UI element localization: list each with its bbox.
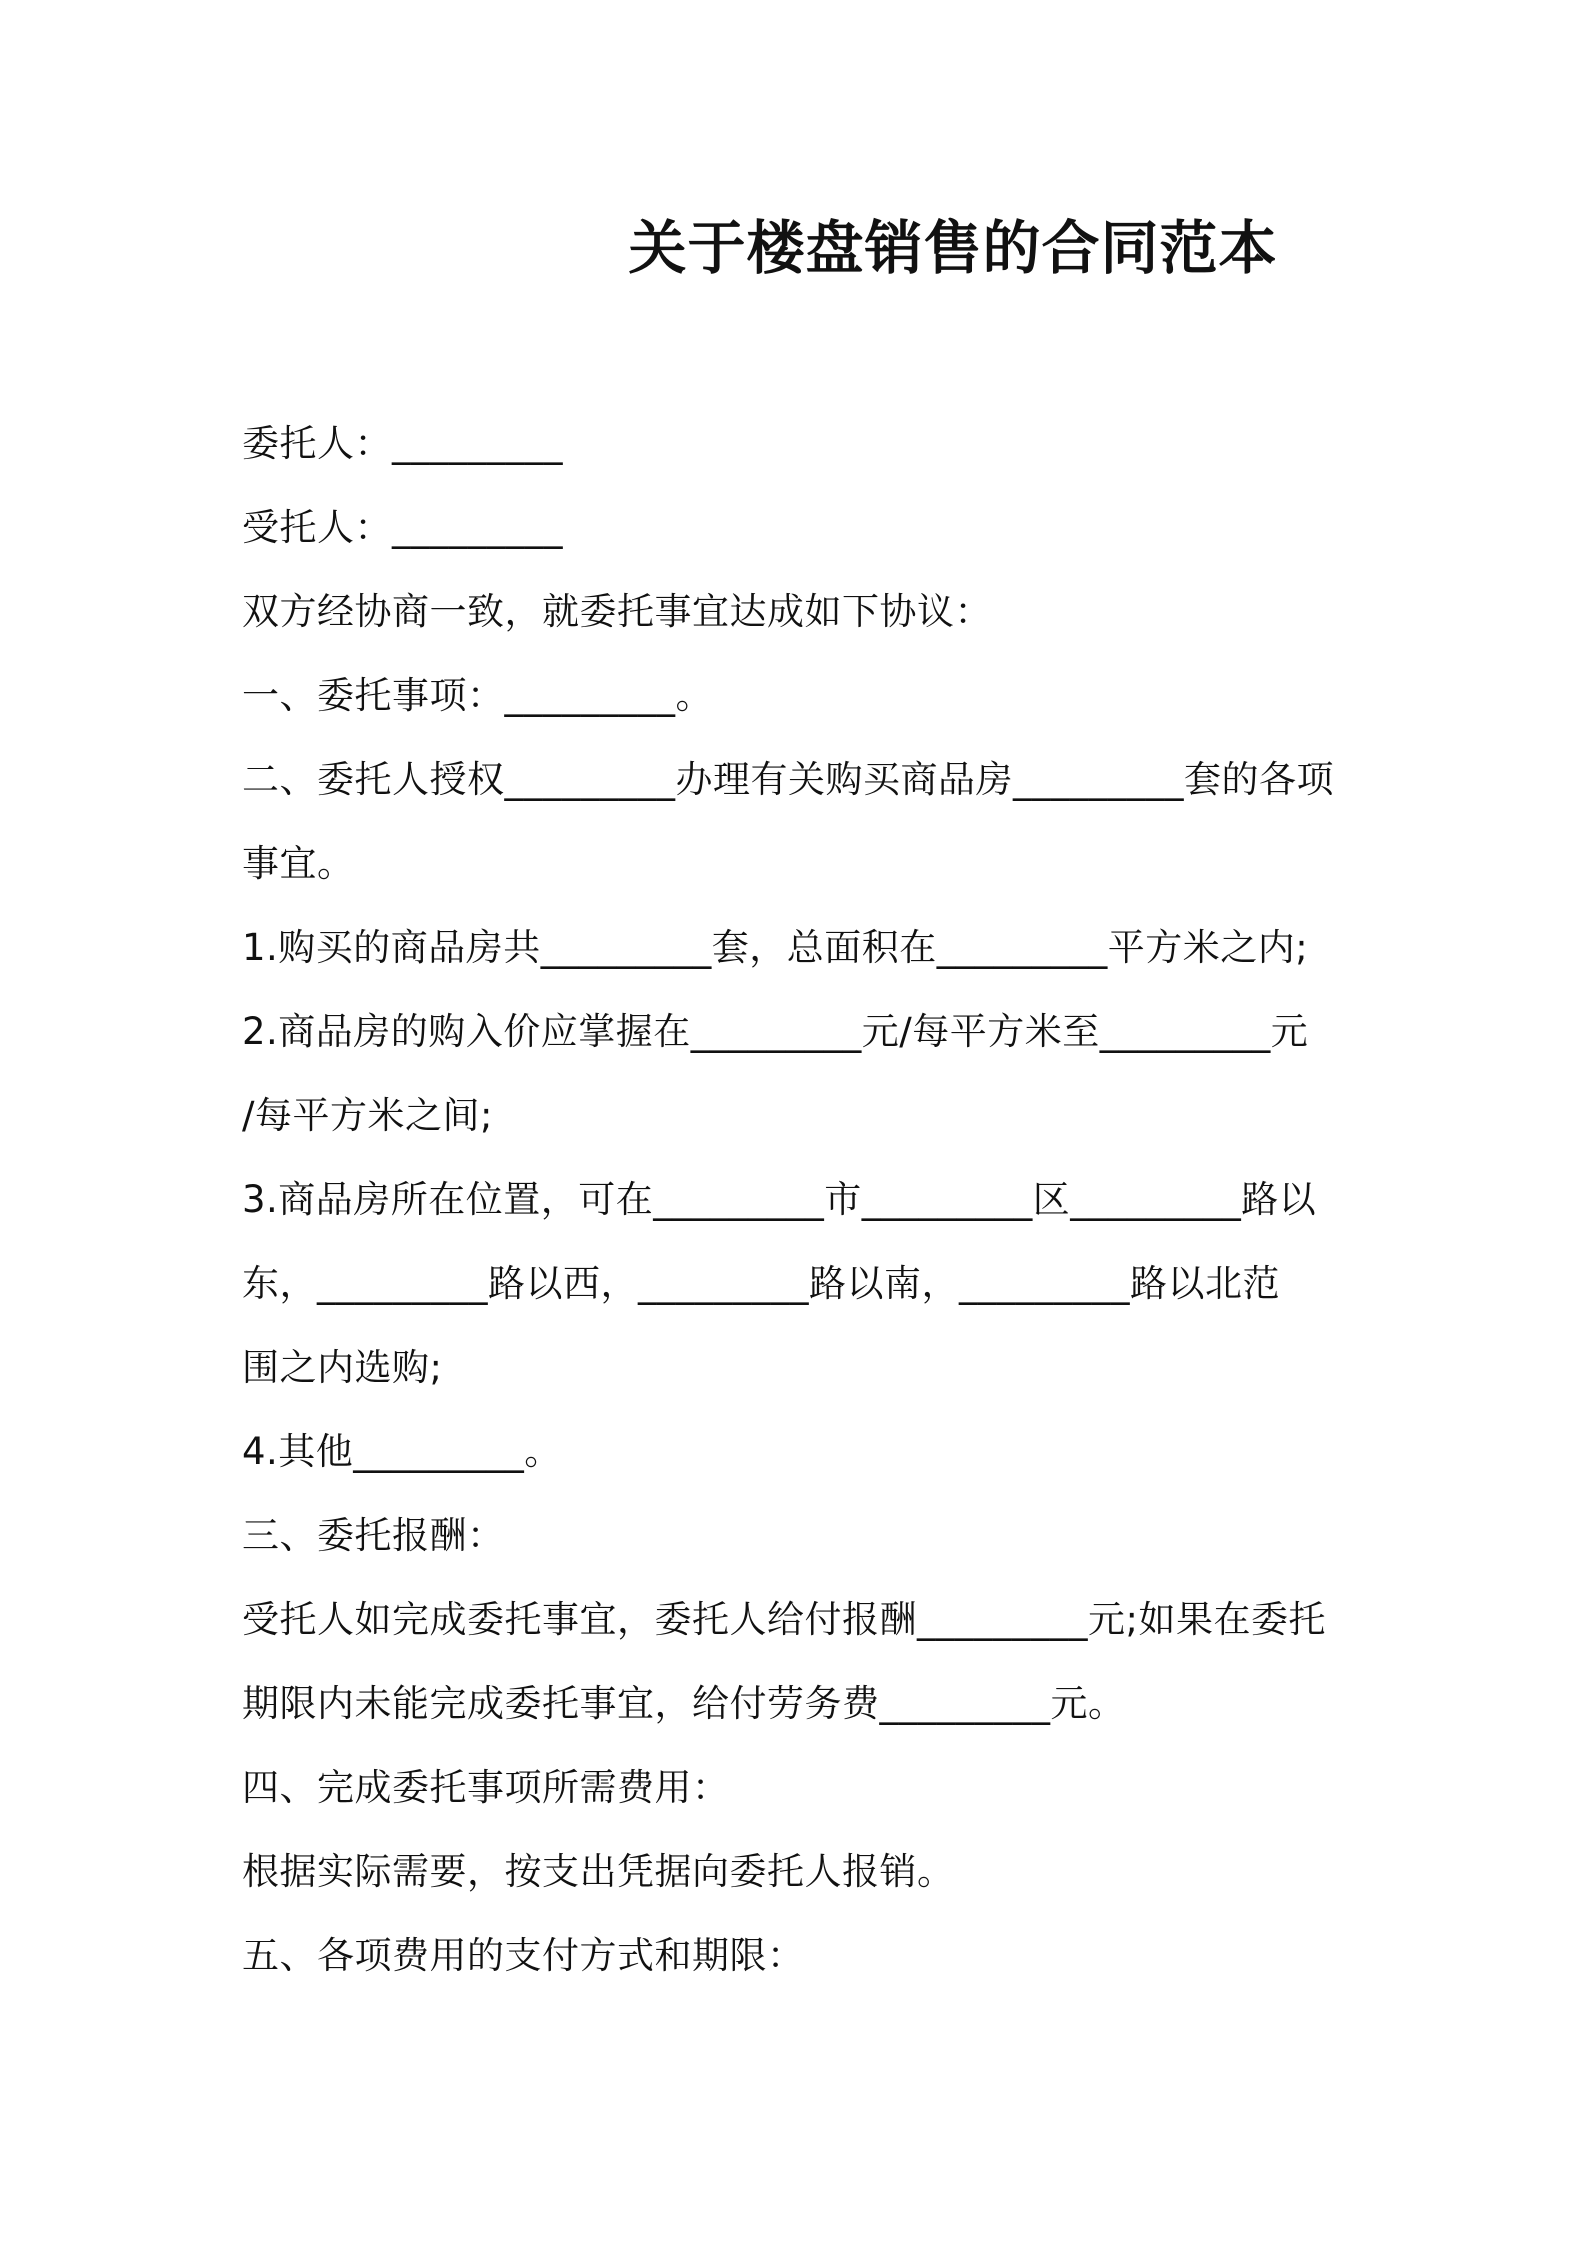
document-title: 关于楼盘销售的合同范本: [628, 214, 1278, 282]
clause-3-text: 受托人如完成委托事宜，委托人给付报酬_________元;如果在委托: [242, 1598, 1326, 1641]
clause-2-text-cont: 事宜。: [242, 842, 355, 885]
item-2: 2.商品房的购入价应掌握在_________元/每平方米至_________元: [242, 1010, 1309, 1053]
clause-5-heading: 五、各项费用的支付方式和期限：: [242, 1934, 805, 1977]
item-1: 1.购买的商品房共_________套，总面积在_________平方米之内;: [242, 926, 1309, 969]
item-3-cont-2: 围之内选购;: [242, 1346, 443, 1389]
clause-3-heading: 三、委托报酬：: [242, 1514, 505, 1557]
agreement-intro: 双方经协商一致，就委托事宜达成如下协议：: [242, 590, 992, 633]
item-4: 4.其他_________。: [242, 1430, 562, 1473]
clause-3-text-cont: 期限内未能完成委托事宜，给付劳务费_________元。: [242, 1682, 1126, 1725]
item-3-cont: 东，_________路以西，_________路以南，_________路以北范: [242, 1262, 1280, 1305]
document-body: [242, 402, 1362, 1998]
clause-4-heading: 四、完成委托事项所需费用：: [242, 1766, 730, 1809]
client-line: 委托人：_________: [242, 422, 563, 465]
clause-2-text: 二、委托人授权_________办理有关购买商品房_________套的各项: [242, 758, 1334, 801]
clause-4-text: 根据实际需要，按支出凭据向委托人报销。: [242, 1850, 955, 1893]
agent-line: 受托人：_________: [242, 506, 563, 549]
item-2-cont: /每平方米之间;: [242, 1094, 493, 1137]
item-3: 3.商品房所在位置，可在_________市_________区_________路以: [242, 1178, 1317, 1221]
clause-1-heading: 一、委托事项：_________。: [242, 674, 713, 717]
